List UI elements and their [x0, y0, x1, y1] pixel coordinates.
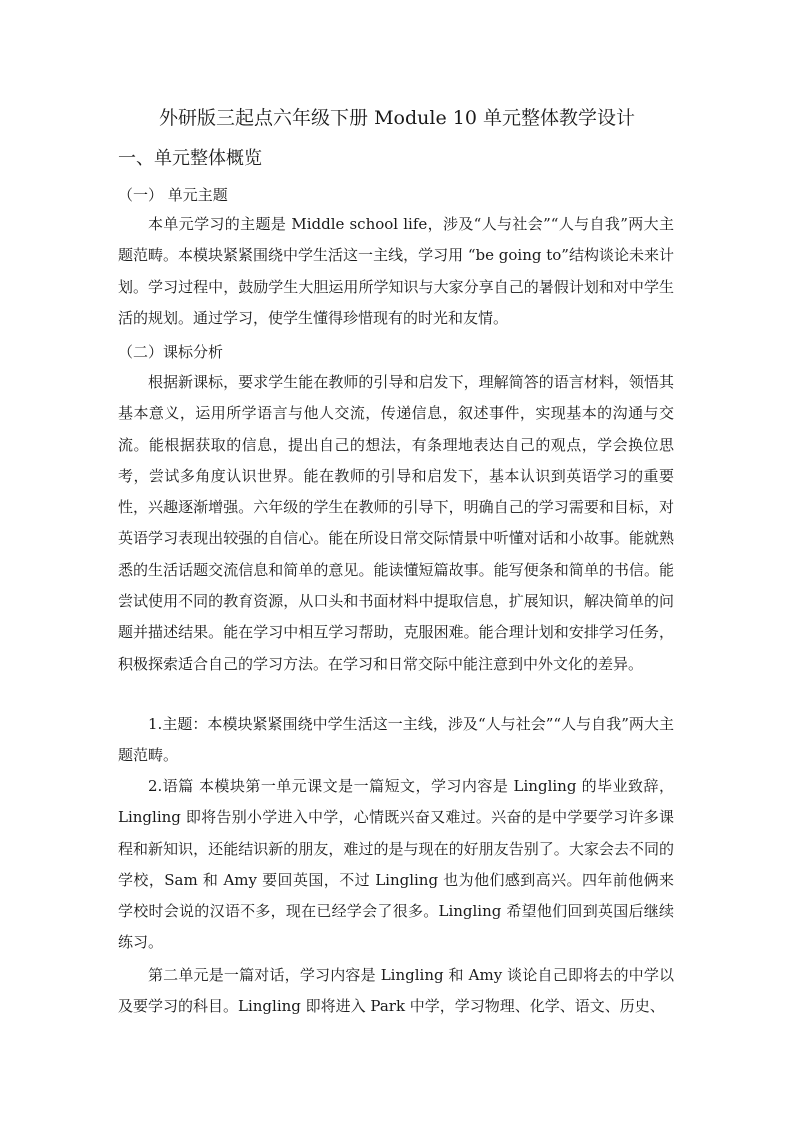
section-heading-overview: 一、单元整体概览	[118, 148, 262, 169]
curriculum-paragraph: 根据新课标，要求学生能在教师的引导和启发下，理解简答的语言材料，领悟其基本意义，运用所学语言与他人交流，传递信息，叙述事件，实现基本的沟通与交流。能根据获取的信息，提出自己的想法，有条理地表达自己的观点，学会换位思考，尝试多角度认识世界。能在教师的引导和启发下，基本认识到英语学习的重要性，兴趣逐渐增强。六年级的学生在教师的引导下，明确自己的学习需要和目标，对英语学习表现出较强的自信心。能在所设日常交际情景中听懂对话和小故事。能就熟悉的生活话题交流信息和简单的意见。能读懂短篇故事。能写便条和简单的书信。能尝试使用不同的教育资源，从口头和书面材料中提取信息，扩展知识，解决简单的问题并描述结果。能在学习中相互学习帮助，克服困难。能合理计划和安排学习任务，积极探索适合自己的学习方法。在学习和日常交际中能注意到中外文化的差异。	[118, 373, 674, 673]
item-text-paragraph: 2.语篇 本模块第一单元课文是一篇短文，学习内容是 Lingling 的毕业致辞，Lingling 即将告别小学进入中学，心情既兴奋又难过。兴奋的是中学要学习许多课程和新知识，还能结识新的朋友，难过的是与现在的好朋友告别了。大家会去不同的学校，Sam 和 Amy 要回英国，不过 Lingling 也为他们感到高兴。四年前他俩来学校时会说的汉语不多，现在已经学会了很多。Lingling 希望他们回到英国后继续练习。	[118, 777, 674, 952]
subsection-heading-theme: （一） 单元主题	[118, 186, 228, 204]
subsection-heading-curriculum: （二）课标分析	[118, 343, 224, 361]
theme-paragraph: 本单元学习的主题是 Middle school life，涉及“人与社会”“人与自我”两大主题范畴。本模块紧紧围绕中学生活这一主线，学习用 “be going to”结构谈论未来计划。学习过程中，鼓励学生大胆运用所学知识与大家分享自己的暑假计划和对中学生活的规划。通过学习，使学生懂得珍惜现有的时光和友情。	[118, 215, 674, 327]
item-theme-paragraph: 1.主题：本模块紧紧围绕中学生活这一主线，涉及“人与社会”“人与自我”两大主题范畴。	[118, 715, 674, 765]
unit2-paragraph: 第二单元是一篇对话，学习内容是 Lingling 和 Amy 谈论自己即将去的中学以及要学习的科目。Lingling 即将进入 Park 中学，学习物理、化学、语文、历史、	[118, 966, 674, 1016]
document-title: 外研版三起点六年级下册 Module 10 单元整体教学设计	[159, 107, 635, 129]
